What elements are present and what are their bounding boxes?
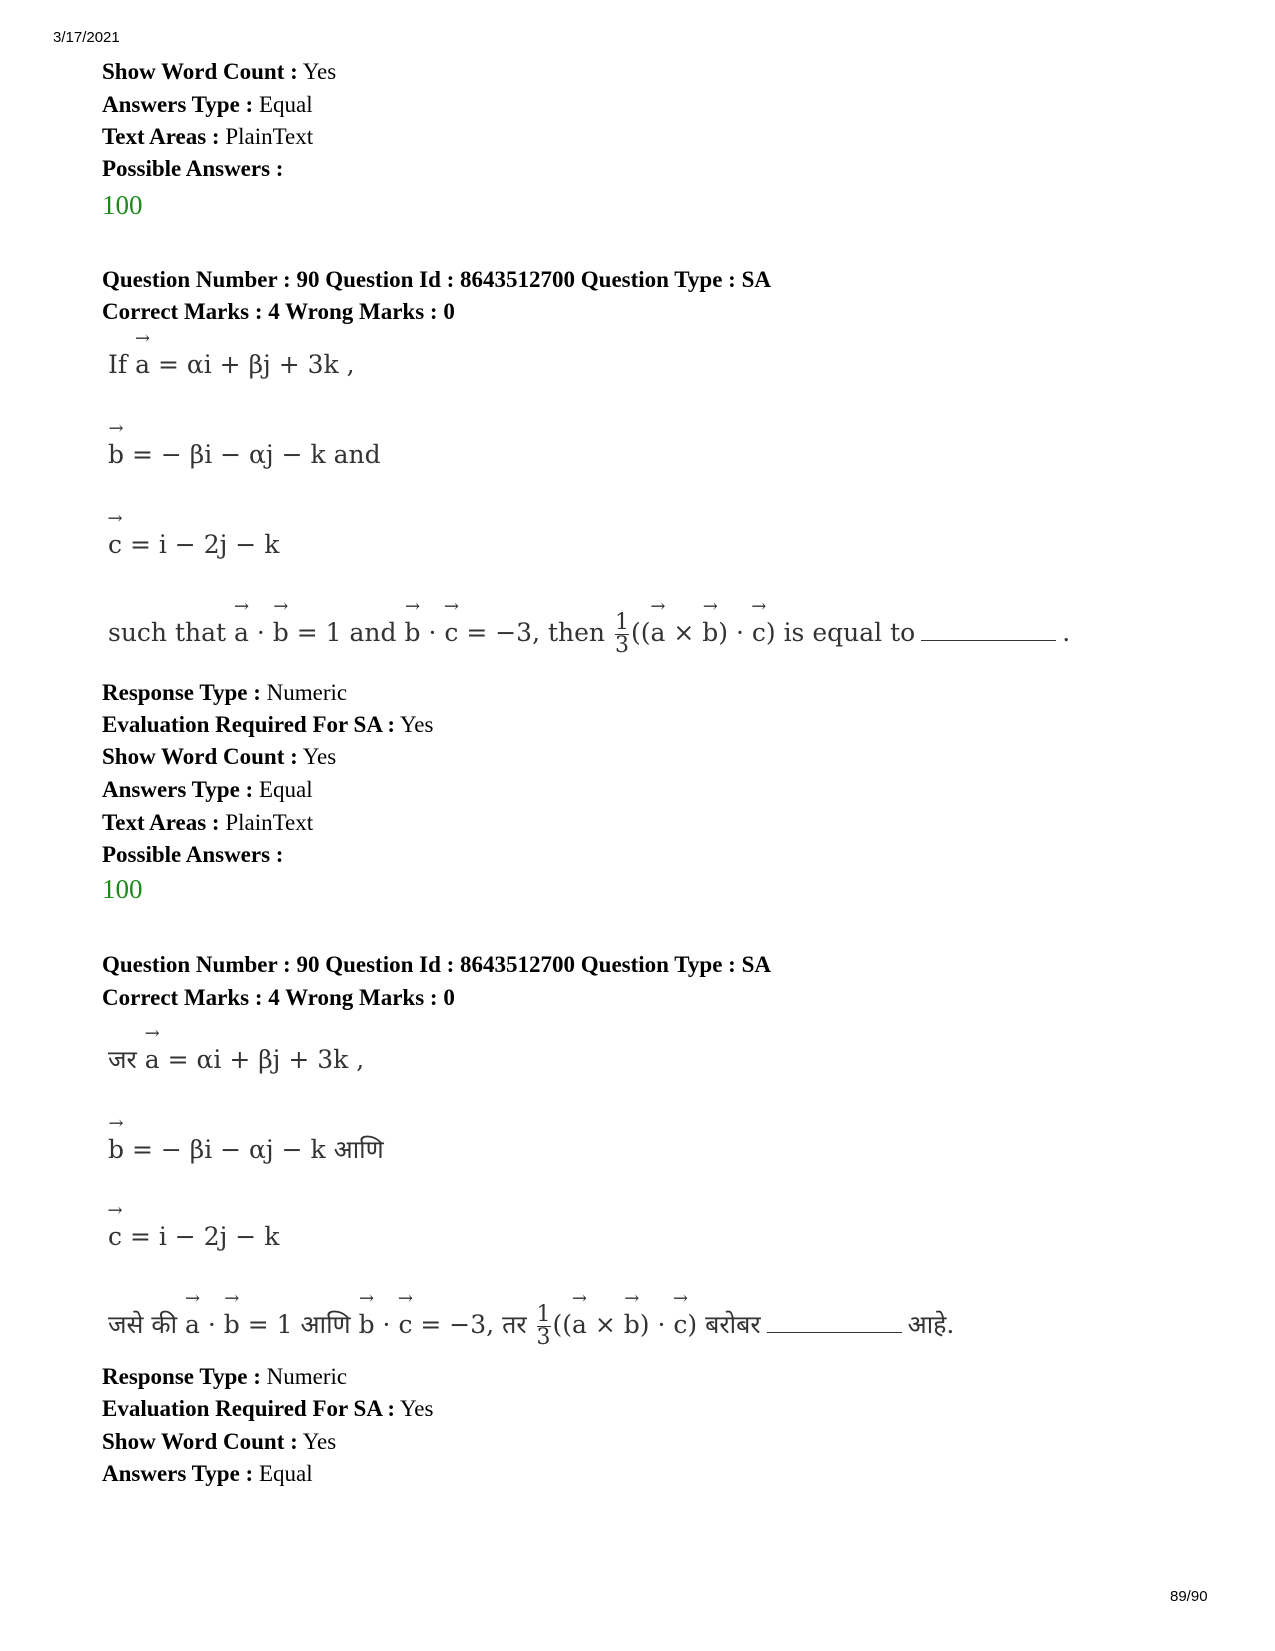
equation-b: → b = − βi − αj − k and bbox=[108, 440, 381, 469]
text-areas-row: Text Areas : PlainText bbox=[102, 810, 314, 835]
show-word-count-value: Yes bbox=[302, 1429, 337, 1454]
answers-type-row: Answers Type : Equal bbox=[102, 1461, 313, 1486]
equation-a: If → a = αi + βj + 3k , bbox=[108, 350, 355, 379]
response-type-value: Numeric bbox=[266, 680, 348, 705]
question-condition: जसे की → a · → b = 1 आणि → b · → c = −3, तर $\frac{1}{3}$ ((→ a × → b) · → c) बरोबर आहे. bbox=[108, 1304, 954, 1349]
response-type-row: Response Type : Numeric bbox=[102, 1364, 348, 1389]
response-type-row: Response Type : Numeric bbox=[102, 680, 348, 705]
equation-b: → b = − βi − αj − k आणि bbox=[108, 1132, 384, 1166]
evaluation-required-value: Yes bbox=[400, 712, 434, 737]
response-type-value: Numeric bbox=[266, 1364, 348, 1389]
show-word-count-row: Show Word Count : Yes bbox=[102, 744, 337, 769]
equation-c: → c = i − 2j − k bbox=[108, 1222, 279, 1251]
question-header: Question Number : 90 Question Id : 8643512700 Question Type : SA bbox=[102, 267, 771, 292]
question-marks: Correct Marks : 4 Wrong Marks : 0 bbox=[102, 299, 455, 324]
answers-type-row: Answers Type : Equal bbox=[102, 777, 313, 802]
text-areas-value: PlainText bbox=[225, 810, 314, 835]
possible-answers-row: Possible Answers : bbox=[102, 842, 284, 867]
answers-type-value: Equal bbox=[258, 1461, 313, 1486]
page-date: 3/17/2021 bbox=[53, 29, 120, 46]
possible-answer-value: 100 bbox=[102, 190, 143, 220]
text-areas-value: PlainText bbox=[225, 124, 314, 149]
question-marks: Correct Marks : 4 Wrong Marks : 0 bbox=[102, 985, 455, 1010]
equation-a: जर → a = αi + βj + 3k , bbox=[108, 1042, 364, 1076]
possible-answers-row: Possible Answers : bbox=[102, 156, 284, 181]
answers-type-value: Equal bbox=[258, 777, 313, 802]
possible-answer-value: 100 bbox=[102, 874, 143, 904]
question-condition: such that → a · → b = 1 and → b · → c = −3, then $\frac{1}{3}$ ((→ a × → b) · → c) is equal to . bbox=[108, 612, 1070, 657]
show-word-count-row: Show Word Count : Yes bbox=[102, 1429, 337, 1454]
evaluation-required-value: Yes bbox=[400, 1396, 434, 1421]
answer-blank bbox=[767, 1332, 902, 1333]
answers-type-value: Equal bbox=[258, 92, 313, 117]
equation-c: → c = i − 2j − k bbox=[108, 530, 279, 559]
show-word-count-row: Show Word Count : Yes bbox=[102, 59, 337, 84]
answers-type-row: Answers Type : Equal bbox=[102, 92, 313, 117]
evaluation-required-row: Evaluation Required For SA : Yes bbox=[102, 712, 434, 737]
question-header: Question Number : 90 Question Id : 8643512700 Question Type : SA bbox=[102, 952, 771, 977]
show-word-count-value: Yes bbox=[302, 59, 337, 84]
text-areas-row: Text Areas : PlainText bbox=[102, 124, 314, 149]
show-word-count-value: Yes bbox=[302, 744, 337, 769]
answer-blank bbox=[921, 640, 1056, 641]
page-number: 89/90 bbox=[1170, 1588, 1208, 1605]
evaluation-required-row: Evaluation Required For SA : Yes bbox=[102, 1396, 434, 1421]
